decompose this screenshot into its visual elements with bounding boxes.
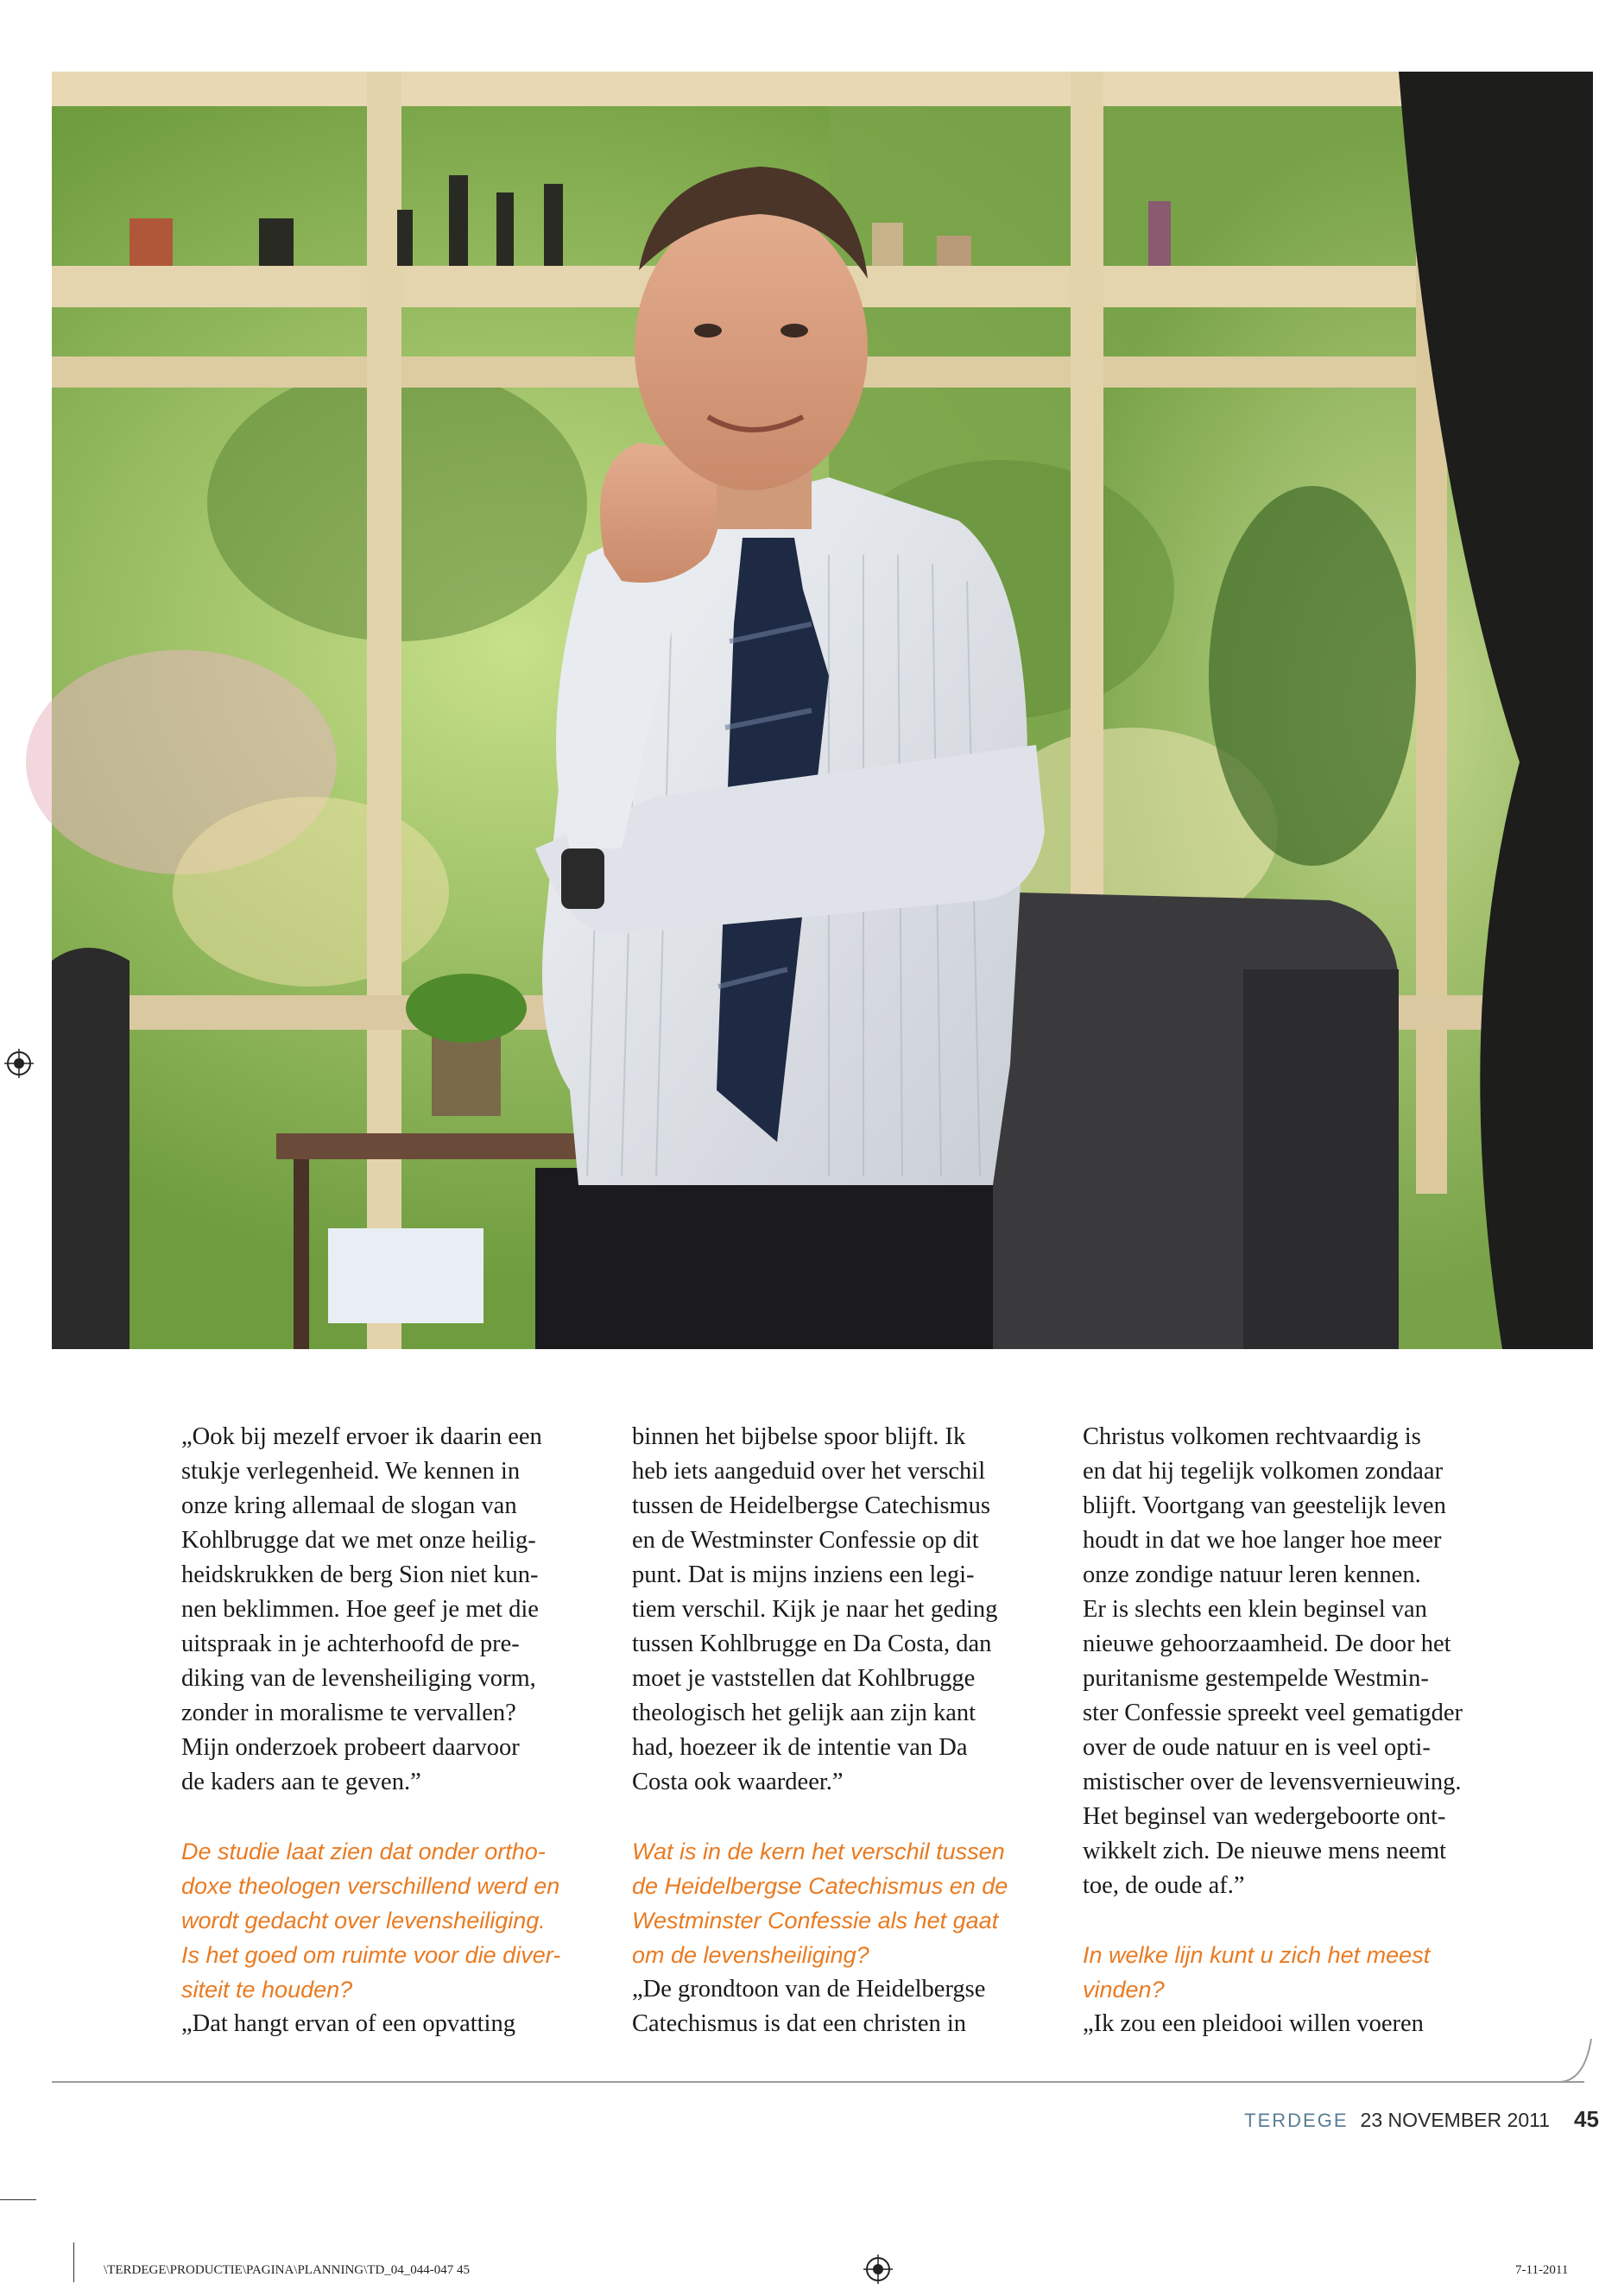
article-column-3 [1083,1420,1514,2041]
issue-date: 23 NOVEMBER 2011 [1360,2109,1550,2131]
interview-question: De studie laat zien dat onder ortho- doxe theologen verschillend werd en wordt gedacht over levensheiliging. Is het goed om ruimte voor die diver- siteit te houden? [181,1839,561,2003]
print-slug-path: \TERDEGE\PRODUCTIE\PAGINA\PLANNING\TD_04_044-047 45 [104,2263,471,2277]
page-number: 45 [1574,2106,1599,2132]
magazine-name: TERDEGE [1244,2110,1349,2131]
crop-mark [0,2199,36,2200]
body-paragraph: „Dat hangt ervan of een opvatting [181,2010,515,2037]
page-footer [1244,2106,1599,2141]
article-column-1 [181,1420,613,2041]
interview-question: In welke lijn kunt u zich het meest vinden? [1083,1942,1431,2003]
body-paragraph: Christus volkomen rechtvaardig is en dat hij tegelijk volkomen zondaar blijft. Voortgang van geestelijk leven houdt in dat we hoe langer hoe meer onze zondige natuur leren kennen. Er is slechts een klein beginsel van nieuwe gehoorzaamheid. De door het puritanisme gestempelde Westmin- ster Confessie spreekt veel gematigder over de oude natuur en is veel opti- mistischer over de levensvernieuwing. Het beginsel van wedergeboorte ont- wikkelt zich. De nieuwe mens neemt toe, de oude af.” [1083,1423,1463,1899]
interview-question: Wat is in de kern het verschil tussen de Heidelbergse Catechismus en de Westminster Confessie als het gaat om de levensheiliging? [632,1839,1008,1968]
body-paragraph: binnen het bijbelse spoor blijft. Ik heb iets aangeduid over het verschil tussen de Heidelbergse Catechismus en de Westminster Confessie op dit punt. Dat is mijns inziens een legi- tiem verschil. Kijk je naar het geding tussen Kohlbrugge en Da Costa, dan moet je vaststellen dat Kohlbrugge theologisch het gelijk aan zijn kant had, hoezeer ik de intentie van Da Costa ook waardeer.” [632,1423,998,1795]
body-paragraph: „Ook bij mezelf ervoer ik daarin een stukje verlegenheid. We kennen in onze kring allemaal de slogan van Kohlbrugge dat we met onze heilig- heidskrukken de berg Sion niet kun- nen beklimmen. Hoe geef je met die uitspraak in je achterhoofd de pre- diking van de levensheiliging vorm, zonder in moralisme te vervallen? Mijn onderzoek probeert daarvoor de kaders aan te geven.” [181,1423,542,1795]
article-photo [52,72,1593,1349]
article-column-2 [632,1420,1064,2041]
print-slug-date: 7-11-2011 [1515,2263,1569,2277]
registration-mark-icon [863,2255,893,2284]
footer-rule-curve [1558,2039,1593,2084]
photo-illustration [52,72,1593,1349]
footer-rule [52,2081,1584,2083]
crop-mark [73,2242,74,2282]
registration-mark-icon [4,1049,34,1078]
body-paragraph: „De grondtoon van de Heidelbergse Catechismus is dat een christen in [632,1976,986,2037]
body-paragraph: „Ik zou een pleidooi willen voeren [1083,2010,1424,2037]
